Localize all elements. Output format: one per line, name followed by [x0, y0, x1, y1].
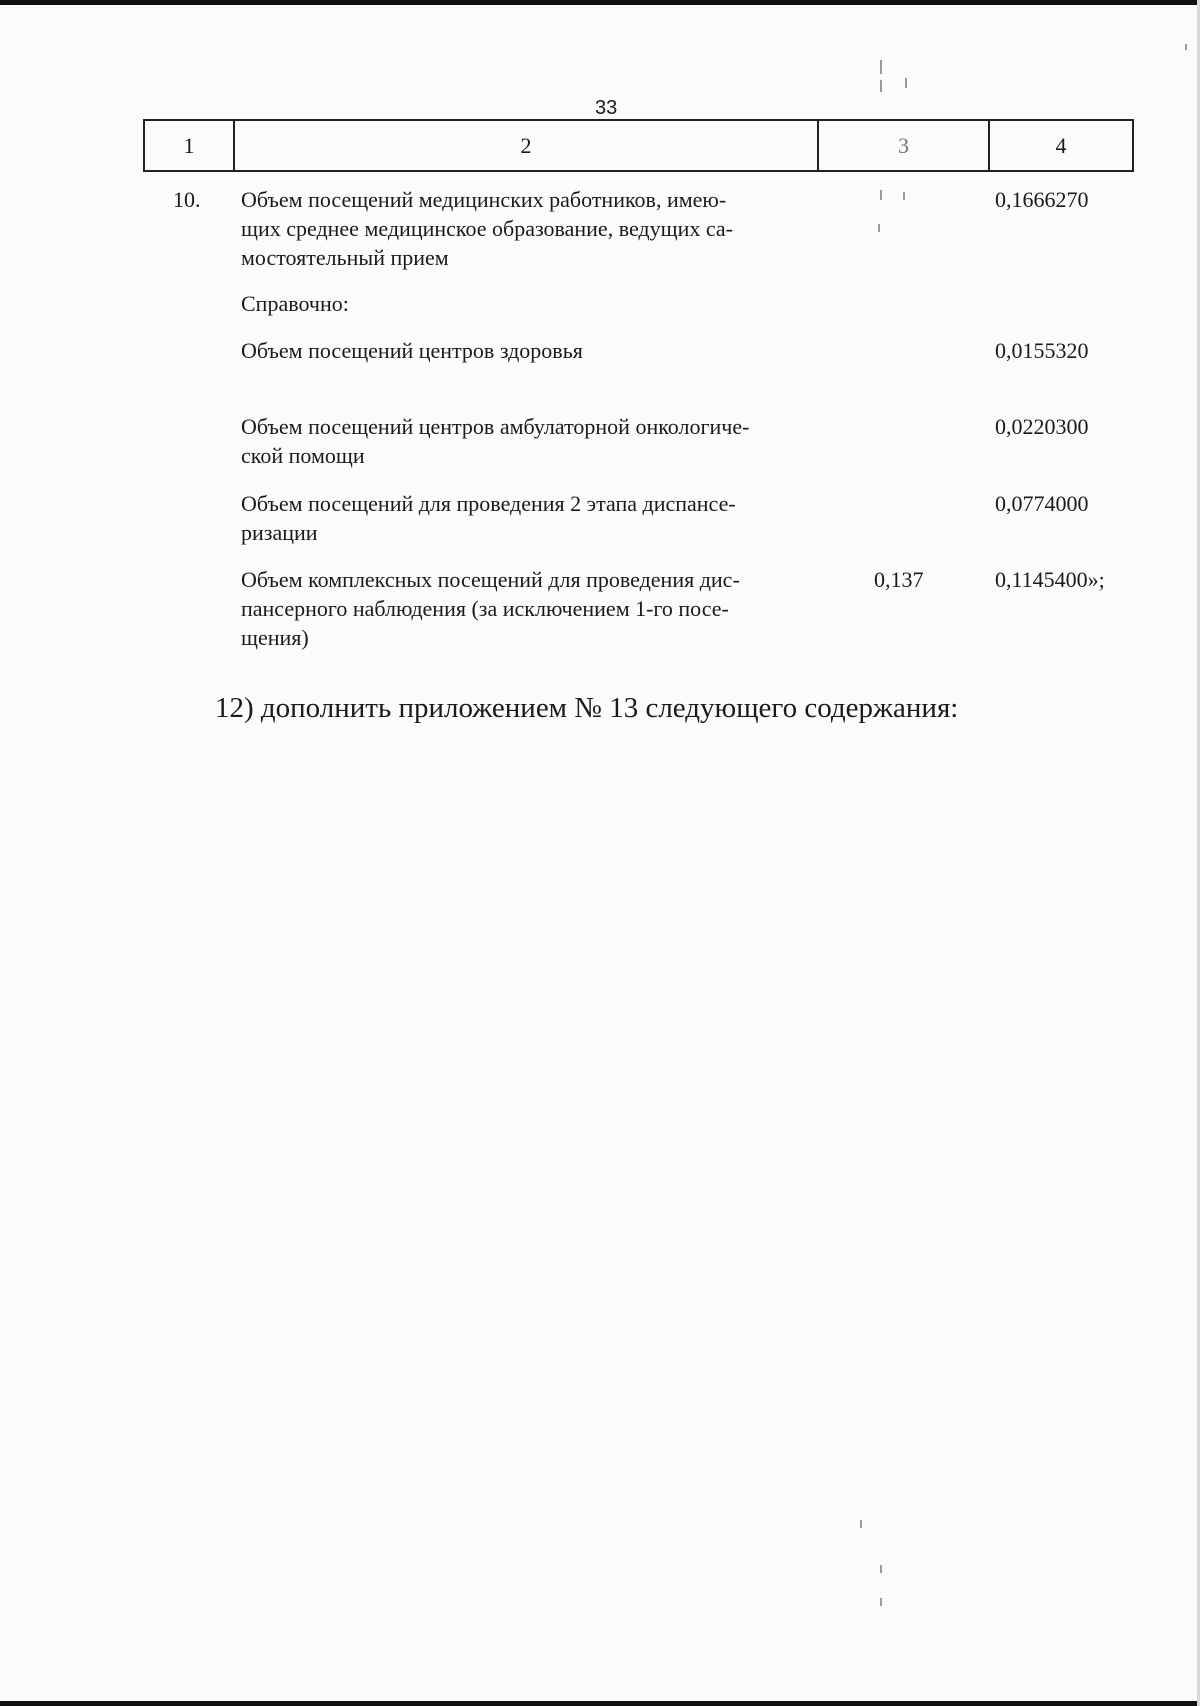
row-description: Объем посещений центров здоровья	[241, 338, 583, 363]
scan-artifact	[905, 78, 907, 88]
row-description: Объем посещений для проведения 2 этапа диспансе- ризации	[241, 491, 736, 545]
row-value-col4: 0,1666270	[995, 187, 1089, 212]
row-description: Объем посещений центров амбулаторной онкологиче- ской помощи	[241, 414, 750, 468]
row-number: 10.	[173, 187, 201, 212]
row-value-col3: 0,137	[874, 567, 924, 592]
row-value-col4: 0,0774000	[995, 491, 1089, 516]
header-col-4: 4	[989, 120, 1133, 171]
row-reference-heading: Справочно:	[241, 291, 349, 316]
scan-artifact	[878, 224, 880, 232]
scan-artifact	[880, 80, 882, 92]
row-description: Объем посещений медицинских работников, имею- щих среднее медицинское образование, ведущих са- мостоятельный прием	[241, 187, 733, 270]
header-col-3: 3	[818, 120, 989, 171]
row-value-col4: 0,0155320	[995, 338, 1089, 363]
row-value-col4: 0,1145400»;	[995, 567, 1105, 592]
scan-artifact	[880, 1565, 882, 1573]
scan-edge-bottom	[0, 1701, 1200, 1706]
page-number: 33	[595, 97, 618, 119]
scan-artifact	[880, 60, 882, 74]
scan-edge-top	[0, 0, 1200, 5]
scan-artifact	[880, 190, 882, 200]
scan-artifact	[1185, 44, 1187, 50]
amendment-instruction: 12) дополнить приложением № 13 следующего содержания:	[215, 692, 959, 724]
row-value-col4: 0,0220300	[995, 414, 1089, 439]
header-col-2: 2	[234, 120, 818, 171]
header-col-1: 1	[144, 120, 234, 171]
table-header-row	[143, 119, 1134, 172]
scan-artifact	[903, 192, 905, 200]
row-description: Объем комплексных посещений для проведения дис- пансерного наблюдения (за исключением 1-го посе- щения)	[241, 567, 740, 650]
scan-artifact	[880, 1598, 882, 1606]
scan-artifact	[860, 1520, 862, 1528]
